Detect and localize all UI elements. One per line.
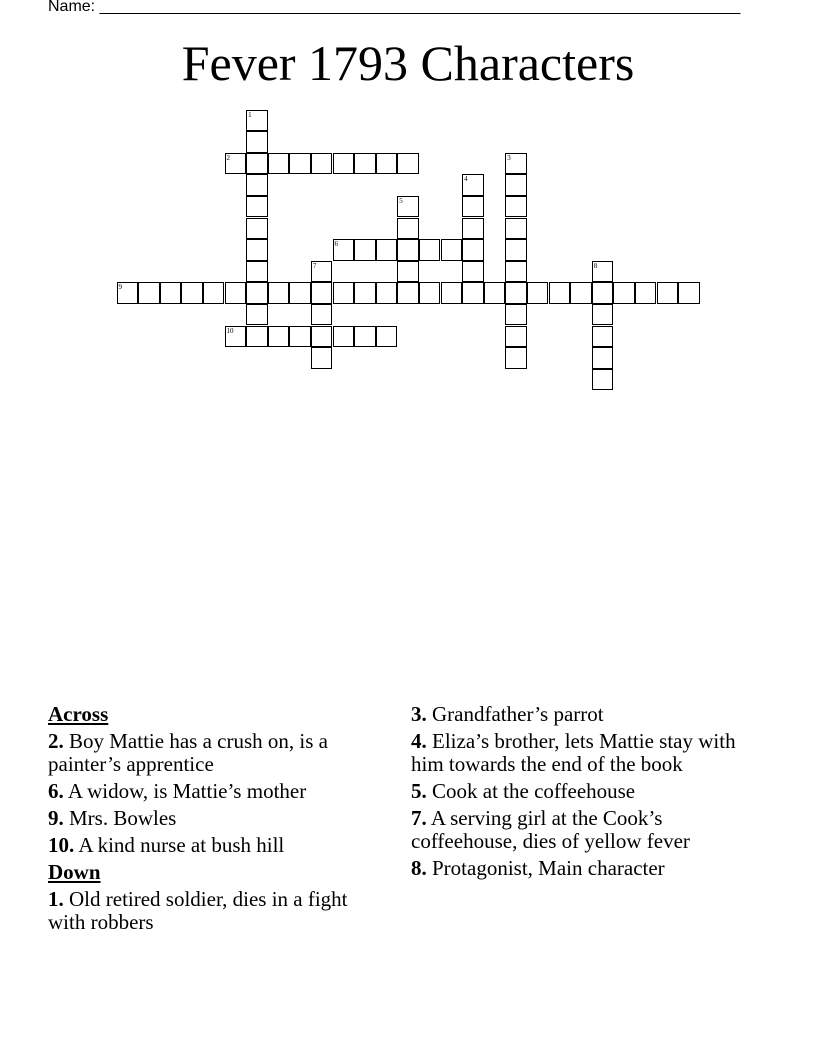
grid-cell[interactable] bbox=[246, 239, 268, 261]
grid-cell[interactable] bbox=[462, 174, 484, 196]
grid-cell[interactable] bbox=[311, 347, 333, 369]
grid-cell[interactable] bbox=[678, 282, 700, 304]
grid-cell[interactable] bbox=[397, 153, 419, 175]
grid-cell[interactable] bbox=[354, 326, 376, 348]
grid-cell[interactable] bbox=[549, 282, 571, 304]
page-title: Fever 1793 Characters bbox=[181, 35, 635, 91]
grid-cell[interactable] bbox=[592, 282, 614, 304]
cell-number: 10 bbox=[226, 326, 234, 335]
grid-cell[interactable] bbox=[225, 326, 247, 348]
clue-text: Eliza’s brother, lets Mattie stay with him towards the end of the book bbox=[411, 729, 736, 776]
grid-cell[interactable] bbox=[333, 239, 355, 261]
grid-cell[interactable] bbox=[592, 347, 614, 369]
crossword-grid bbox=[0, 0, 816, 400]
cell-number: 9 bbox=[118, 283, 122, 292]
clue-number: 5. bbox=[411, 779, 427, 803]
clue-across-6 bbox=[48, 780, 378, 803]
clue-down-7 bbox=[411, 807, 751, 853]
clue-across-2 bbox=[48, 730, 378, 776]
grid-cell[interactable] bbox=[311, 282, 333, 304]
clue-text: Protagonist, Main character bbox=[432, 856, 665, 880]
grid-cell[interactable] bbox=[376, 326, 398, 348]
grid-cell[interactable] bbox=[657, 282, 679, 304]
clue-number: 9. bbox=[48, 806, 64, 830]
clues-right-column bbox=[411, 703, 751, 884]
clue-down-8 bbox=[411, 857, 751, 880]
clues-left-column bbox=[48, 703, 378, 938]
grid-cell[interactable] bbox=[397, 239, 419, 261]
grid-cell[interactable] bbox=[225, 153, 247, 175]
clue-down-3 bbox=[411, 703, 751, 726]
grid-cell[interactable] bbox=[462, 261, 484, 283]
grid-cell[interactable] bbox=[505, 239, 527, 261]
grid-cell[interactable] bbox=[462, 282, 484, 304]
down-heading: Down bbox=[48, 860, 101, 884]
grid-cell[interactable] bbox=[441, 282, 463, 304]
clue-number: 10. bbox=[48, 833, 75, 857]
grid-cell[interactable] bbox=[246, 174, 268, 196]
grid-cell[interactable] bbox=[376, 153, 398, 175]
grid-cell[interactable] bbox=[117, 282, 139, 304]
clue-number: 6. bbox=[48, 779, 64, 803]
cell-number: 4 bbox=[464, 175, 468, 184]
grid-cell[interactable] bbox=[592, 326, 614, 348]
cell-number: 2 bbox=[226, 153, 230, 162]
grid-cell[interactable] bbox=[505, 153, 527, 175]
clue-text: A widow, is Mattie’s mother bbox=[67, 779, 307, 803]
clue-number: 4. bbox=[411, 729, 427, 753]
clue-number: 8. bbox=[411, 856, 427, 880]
grid-cell[interactable] bbox=[397, 218, 419, 240]
clue-down-1 bbox=[48, 888, 378, 934]
grid-cell[interactable] bbox=[289, 282, 311, 304]
grid-cell[interactable] bbox=[505, 196, 527, 218]
grid-cell[interactable] bbox=[505, 174, 527, 196]
grid-cell[interactable] bbox=[505, 304, 527, 326]
cell-number: 7 bbox=[312, 261, 317, 270]
grid-cell[interactable] bbox=[635, 282, 657, 304]
grid-cell[interactable] bbox=[138, 282, 160, 304]
grid-cell[interactable] bbox=[354, 282, 376, 304]
across-heading: Across bbox=[48, 702, 109, 726]
grid-cell[interactable] bbox=[462, 196, 484, 218]
grid-cell[interactable] bbox=[268, 282, 290, 304]
grid-cell[interactable] bbox=[311, 153, 333, 175]
grid-cell[interactable] bbox=[505, 326, 527, 348]
grid-cell[interactable] bbox=[268, 326, 290, 348]
grid-cell[interactable] bbox=[419, 282, 441, 304]
grid-cell[interactable] bbox=[397, 282, 419, 304]
cell-number: 5 bbox=[399, 196, 403, 205]
grid-cell[interactable] bbox=[613, 282, 635, 304]
grid-cell[interactable] bbox=[246, 326, 268, 348]
grid-cell[interactable] bbox=[246, 153, 268, 175]
clue-number: 2. bbox=[48, 729, 64, 753]
grid-cell[interactable] bbox=[570, 282, 592, 304]
grid-cell[interactable] bbox=[311, 304, 333, 326]
grid-cell[interactable] bbox=[268, 153, 290, 175]
grid-cell[interactable] bbox=[246, 218, 268, 240]
grid-cell[interactable] bbox=[376, 239, 398, 261]
grid-cell[interactable] bbox=[160, 282, 182, 304]
grid-cell[interactable] bbox=[592, 304, 614, 326]
grid-cell[interactable] bbox=[246, 110, 268, 132]
grid-cell[interactable] bbox=[246, 261, 268, 283]
grid-cell[interactable] bbox=[333, 326, 355, 348]
clue-text: Old retired soldier, dies in a fight with robbers bbox=[48, 887, 348, 934]
grid-cell[interactable] bbox=[505, 282, 527, 304]
cell-number: 1 bbox=[248, 110, 252, 119]
grid-cell[interactable] bbox=[333, 282, 355, 304]
clue-across-9 bbox=[48, 807, 378, 830]
grid-cell[interactable] bbox=[376, 282, 398, 304]
grid-cell[interactable] bbox=[592, 261, 614, 283]
grid-cell[interactable] bbox=[246, 196, 268, 218]
clue-text: A serving girl at the Cook’s coffeehouse, dies of yellow fever bbox=[411, 806, 690, 853]
grid-cell[interactable] bbox=[181, 282, 203, 304]
name-field[interactable]: Name: ________________________________________________________________________ bbox=[48, 0, 741, 15]
grid-cell[interactable] bbox=[484, 282, 506, 304]
grid-cell[interactable] bbox=[397, 196, 419, 218]
grid-cell[interactable] bbox=[505, 261, 527, 283]
clue-number: 7. bbox=[411, 806, 427, 830]
cell-number: 3 bbox=[507, 153, 511, 162]
grid-cell[interactable] bbox=[354, 153, 376, 175]
grid-cell[interactable] bbox=[527, 282, 549, 304]
grid-cell[interactable] bbox=[462, 239, 484, 261]
grid-cell[interactable] bbox=[289, 326, 311, 348]
clue-number: 3. bbox=[411, 702, 427, 726]
clue-text: Mrs. Bowles bbox=[69, 806, 177, 830]
grid-cell[interactable] bbox=[505, 347, 527, 369]
grid-cell[interactable] bbox=[419, 239, 441, 261]
cell-number: 8 bbox=[593, 261, 598, 270]
clue-down-5 bbox=[411, 780, 751, 803]
grid-cell[interactable] bbox=[203, 282, 225, 304]
clue-text: A kind nurse at bush hill bbox=[78, 833, 285, 857]
grid-cell[interactable] bbox=[505, 218, 527, 240]
clue-down-4 bbox=[411, 730, 751, 776]
grid-cell[interactable] bbox=[311, 326, 333, 348]
grid-cell[interactable] bbox=[246, 304, 268, 326]
grid-cell[interactable] bbox=[462, 218, 484, 240]
clue-text: Grandfather’s parrot bbox=[432, 702, 604, 726]
grid-cell[interactable] bbox=[311, 261, 333, 283]
clue-across-10 bbox=[48, 834, 378, 857]
clue-number: 1. bbox=[48, 887, 64, 911]
clue-text: Boy Mattie has a crush on, is a painter’s apprentice bbox=[48, 729, 328, 776]
grid-cell[interactable] bbox=[592, 369, 614, 391]
grid-cell[interactable] bbox=[333, 153, 355, 175]
grid-cell[interactable] bbox=[225, 282, 247, 304]
grid-cell[interactable] bbox=[441, 239, 463, 261]
grid-cell[interactable] bbox=[354, 239, 376, 261]
grid-cell[interactable] bbox=[246, 282, 268, 304]
clue-text: Cook at the coffeehouse bbox=[432, 779, 636, 803]
grid-cell[interactable] bbox=[246, 131, 268, 153]
grid-cell[interactable] bbox=[397, 261, 419, 283]
grid-cell[interactable] bbox=[289, 153, 311, 175]
cell-number: 6 bbox=[334, 240, 338, 249]
